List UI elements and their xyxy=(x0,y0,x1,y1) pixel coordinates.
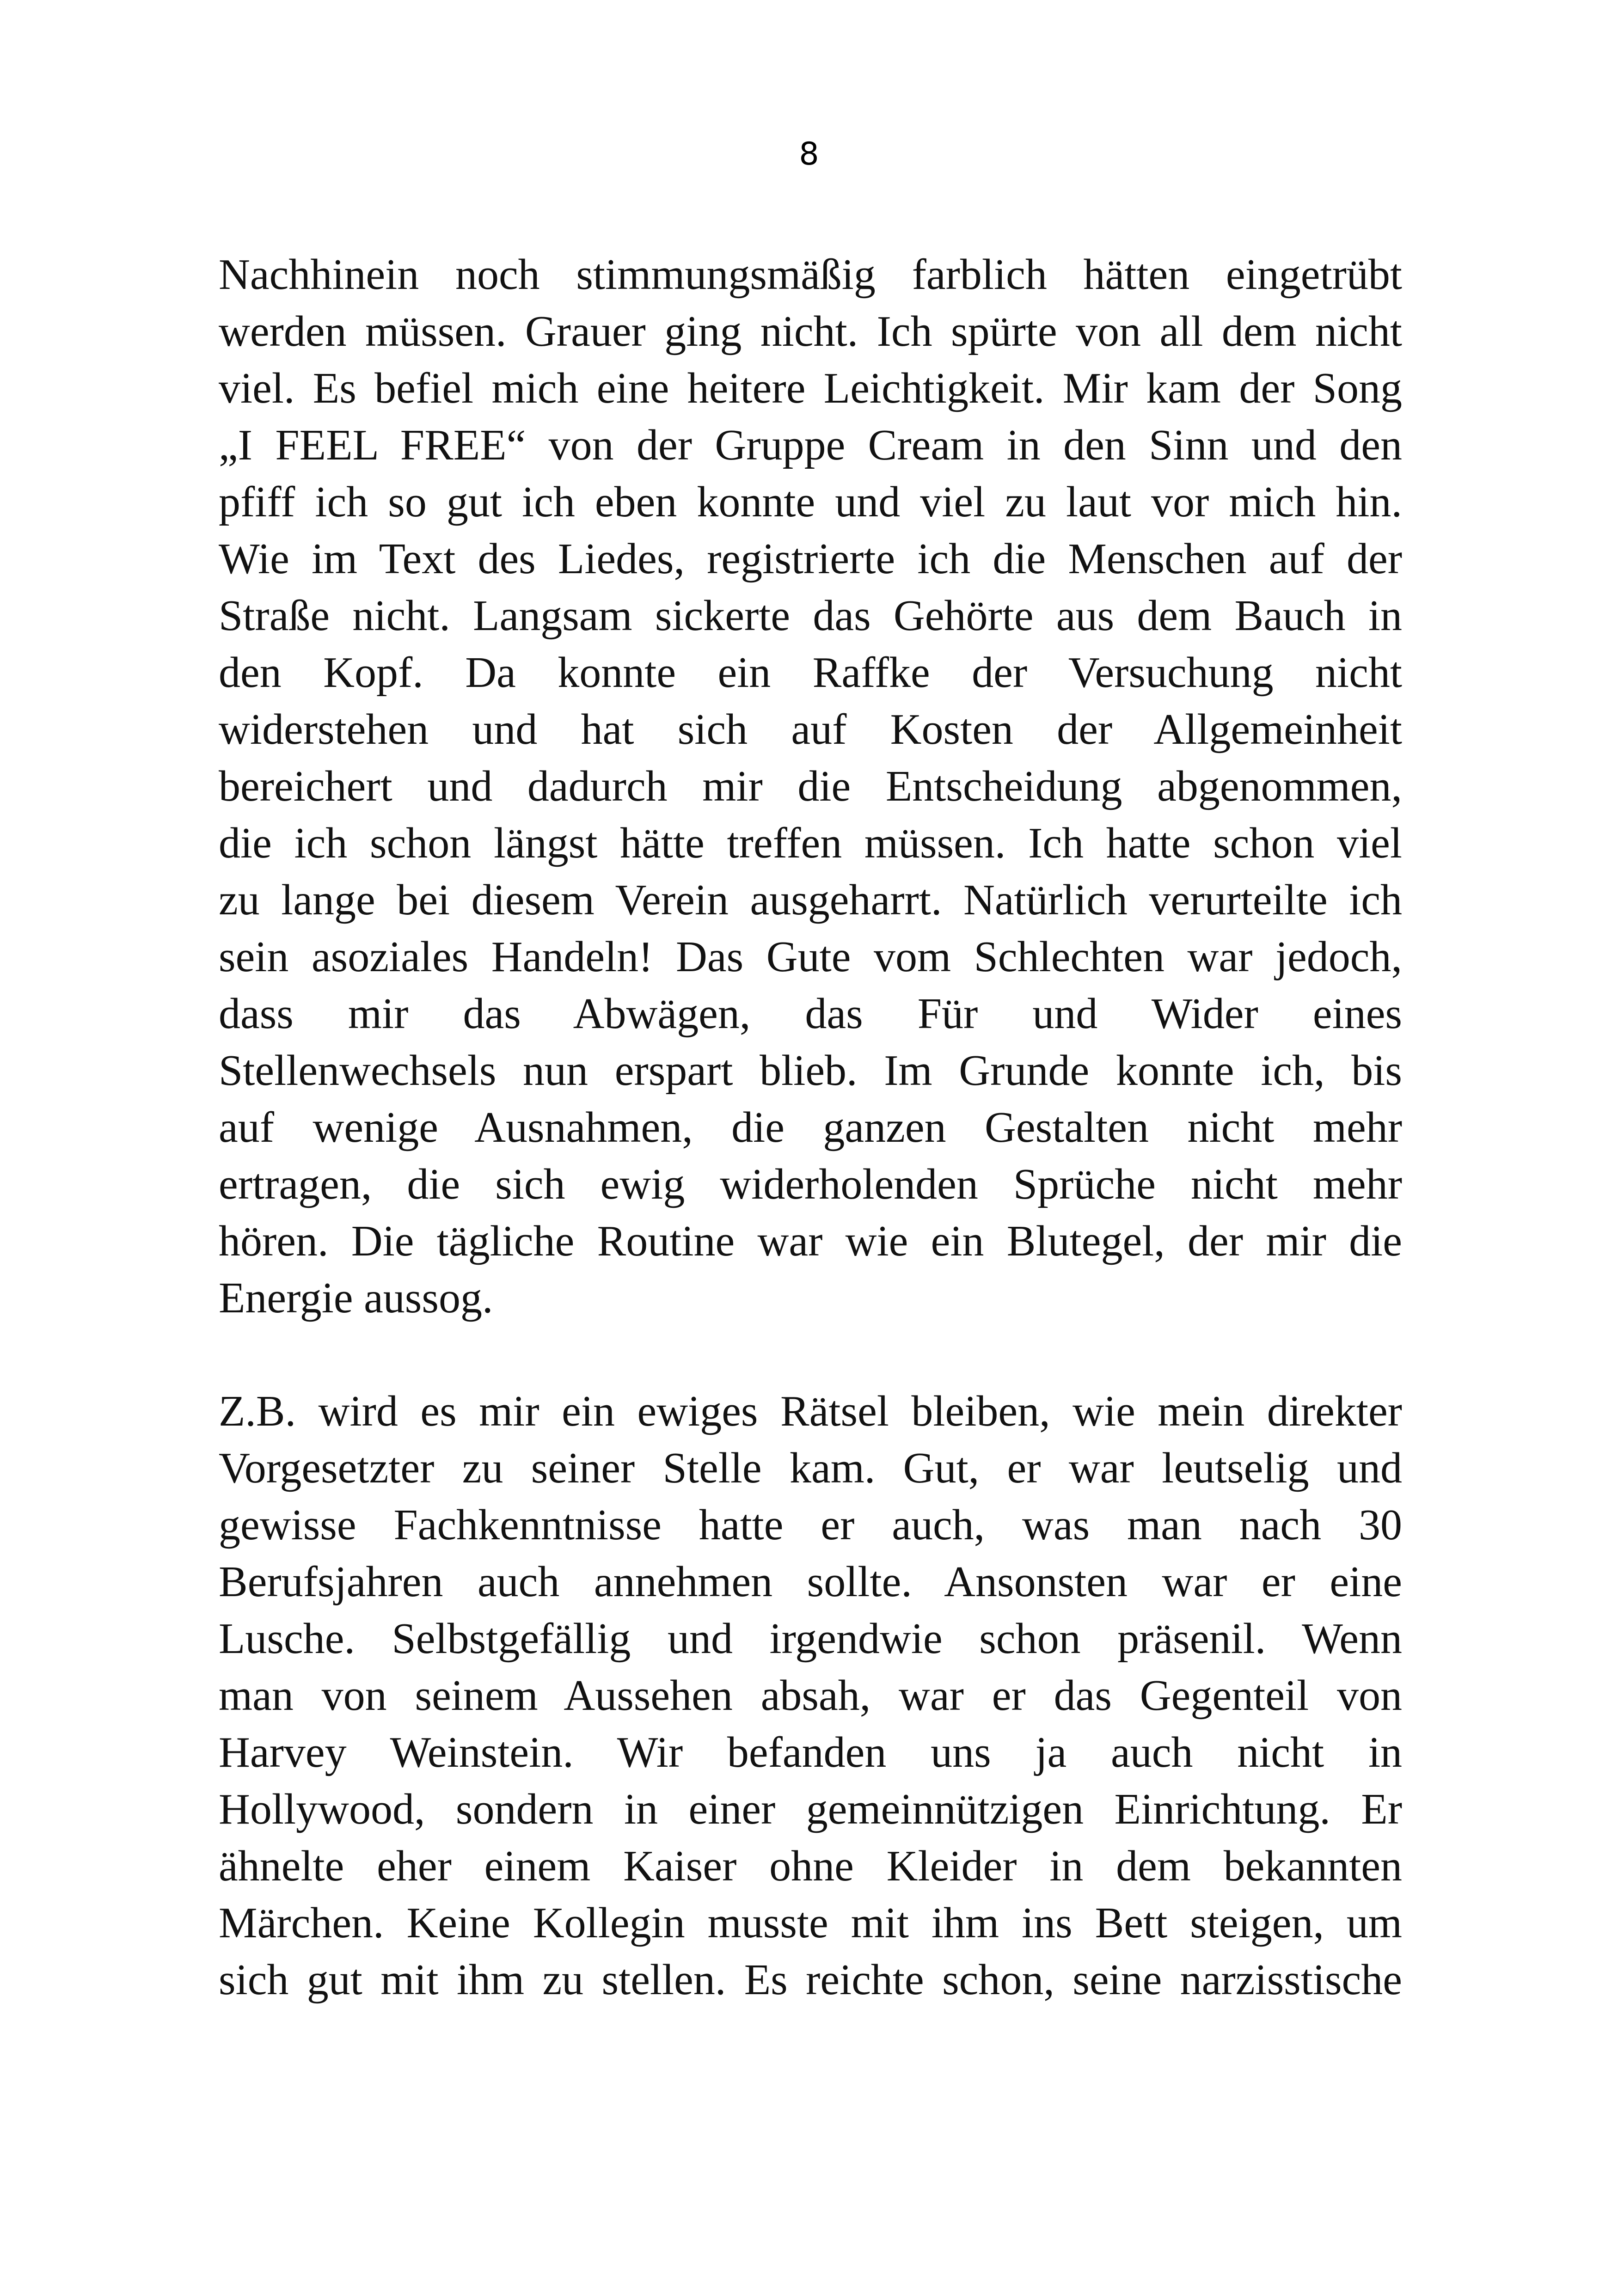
text-line: Lusche. Selbstgefällig und irgendwie schon präsenil. Wenn xyxy=(219,1615,1402,1663)
text-line: die ich schon längst hätte treffen müssen. Ich hatte schon viel xyxy=(219,819,1402,867)
text-line: sich gut mit ihm zu stellen. Es reichte schon, seine narzisstische xyxy=(219,1956,1402,2004)
text-line: ertragen, die sich ewig widerholenden Sprüche nicht mehr xyxy=(219,1160,1402,1208)
text-line: sein asoziales Handeln! Das Gute vom Schlechten war jedoch, xyxy=(219,933,1402,981)
text-line: bereichert und dadurch mir die Entscheidung abgenommen, xyxy=(219,762,1402,810)
text-line: werden müssen. Grauer ging nicht. Ich spürte von all dem nicht xyxy=(219,307,1402,355)
text-line: pfiff ich so gut ich eben konnte und viel zu laut vor mich hin. xyxy=(219,478,1402,526)
text-line: Nachhinein noch stimmungsmäßig farblich hätten eingetrübt xyxy=(219,251,1402,299)
text-line: man von seinem Aussehen absah, war er das Gegenteil von xyxy=(219,1671,1402,1720)
text-line: zu lange bei diesem Verein ausgeharrt. Natürlich verurteilte ich xyxy=(219,876,1402,924)
text-line: Straße nicht. Langsam sickerte das Gehörte aus dem Bauch in xyxy=(219,592,1402,640)
text-line: ähnelte eher einem Kaiser ohne Kleider in dem bekannten xyxy=(219,1842,1402,1890)
text-line: dass mir das Abwägen, das Für und Wider eines xyxy=(219,990,1402,1038)
text-line: Hollywood, sondern in einer gemeinnützigen Einrichtung. Er xyxy=(219,1785,1402,1833)
page-number: 8 xyxy=(799,136,819,172)
text-line: Energie aussog. xyxy=(219,1274,493,1322)
text-line: Harvey Weinstein. Wir befanden uns ja auch nicht in xyxy=(219,1728,1402,1776)
text-line: Märchen. Keine Kollegin musste mit ihm ins Bett steigen, um xyxy=(219,1899,1402,1947)
text-line: „I FEEL FREE“ von der Gruppe Cream in den Sinn und den xyxy=(219,421,1402,469)
text-line: auf wenige Ausnahmen, die ganzen Gestalten nicht mehr xyxy=(219,1103,1402,1151)
text-line: viel. Es befiel mich eine heitere Leichtigkeit. Mir kam der Song xyxy=(219,364,1402,412)
paragraph xyxy=(219,246,1402,1327)
paragraph xyxy=(219,1383,1402,2008)
text-line: Wie im Text des Liedes, registrierte ich die Menschen auf der xyxy=(219,535,1402,583)
text-line: Berufsjahren auch annehmen sollte. Ansonsten war er eine xyxy=(219,1558,1402,1606)
text-line: Stellenwechsels nun erspart blieb. Im Grunde konnte ich, bis xyxy=(219,1047,1402,1095)
text-line: Z.B. wird es mir ein ewiges Rätsel bleiben, wie mein direkter xyxy=(219,1387,1402,1435)
text-line: Vorgesetzter zu seiner Stelle kam. Gut, er war leutselig und xyxy=(219,1444,1402,1492)
text-line: hören. Die tägliche Routine war wie ein Blutegel, der mir die xyxy=(219,1217,1402,1265)
text-line: gewisse Fachkenntnisse hatte er auch, was man nach 30 xyxy=(219,1501,1402,1549)
text-line: widerstehen und hat sich auf Kosten der Allgemeinheit xyxy=(219,705,1402,753)
text-line: den Kopf. Da konnte ein Raffke der Versuchung nicht xyxy=(219,649,1402,697)
